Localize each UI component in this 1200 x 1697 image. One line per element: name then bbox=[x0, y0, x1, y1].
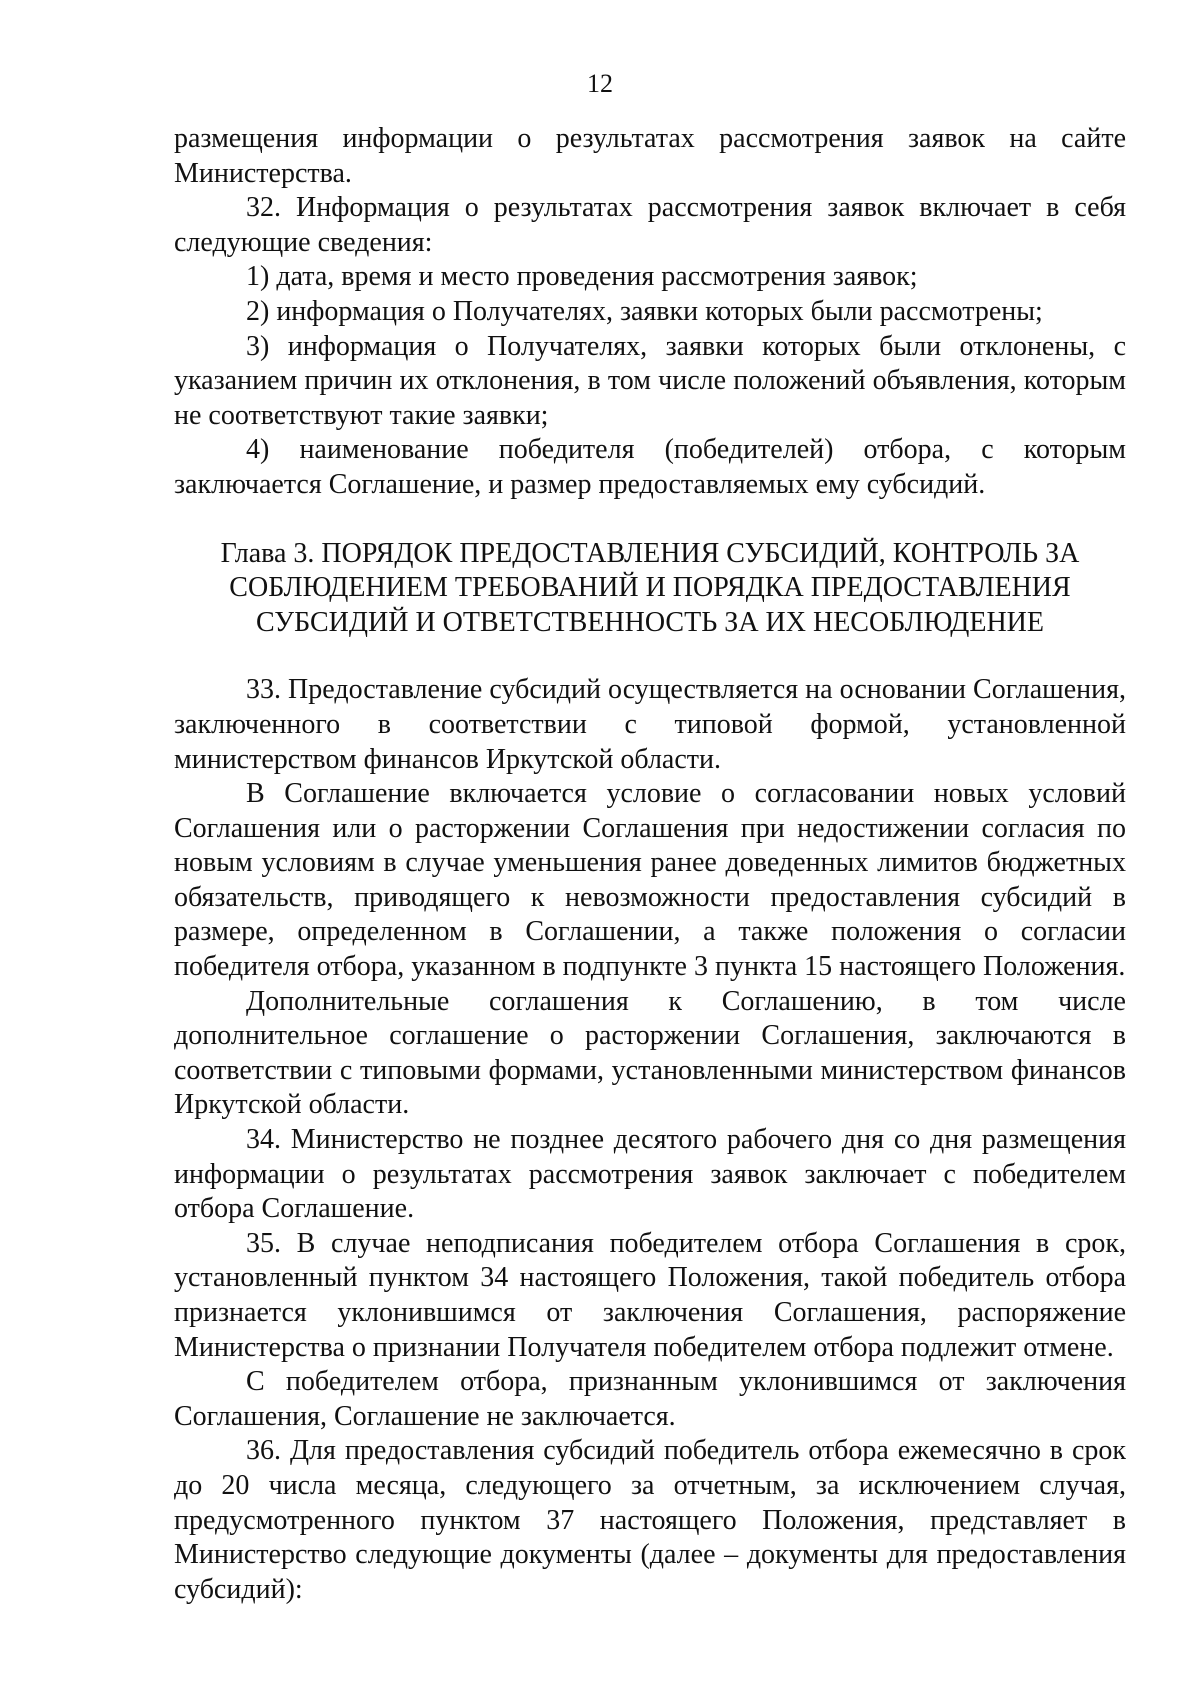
paragraph-additional-agreements: Дополнительные соглашения к Соглашению, в том числе дополнительное соглашение о расторжении Соглашения, заключаются в соответствии с типовыми формами, установленными министерством финансов Иркутской области. bbox=[174, 985, 1126, 1121]
paragraph-continuation: размещения информации о результатах рассмотрения заявок на сайте Министерства. bbox=[174, 123, 1126, 189]
page-number: 12 bbox=[587, 69, 613, 98]
paragraph-item-32: 32. Информация о результатах рассмотрения заявок включает в себя следующие сведения: bbox=[174, 192, 1126, 258]
paragraph-item-34: 34. Министерство не позднее десятого рабочего дня со дня размещения информации о результатах рассмотрения заявок заключает с победителем отбора Соглашение. bbox=[174, 1124, 1126, 1225]
chapter-heading-line: Глава 3. ПОРЯДОК ПРЕДОСТАВЛЕНИЯ СУБСИДИЙ, КОНТРОЛЬ ЗА bbox=[220, 537, 1080, 569]
paragraph-item-33: 33. Предоставление субсидий осуществляется на основании Соглашения, заключенного в соответствии с типовой формой, установленной министерством финансов Иркутской области. bbox=[174, 674, 1126, 775]
document-body bbox=[174, 122, 1126, 1607]
paragraph-item-36: 36. Для предоставления субсидий победитель отбора ежемесячно в срок до 20 числа месяца, следующего за отчетным, за исключением случая, предусмотренного пунктом 37 настоящего Положения, представляет в Министерство следующие документы (далее – документы для предоставления субсидий): bbox=[174, 1435, 1126, 1605]
list-item-4: 4) наименование победителя (победителей) отбора, с которым заключается Соглашение, и размер предоставляемых ему субсидий. bbox=[174, 434, 1126, 500]
paragraph-item-35: 35. В случае неподписания победителем отбора Соглашения в срок, установленный пунктом 34 настоящего Положения, такой победитель отбора признается уклонившимся от заключения Соглашения, распоряжение Министерства о признании Получателя победителем отбора подлежит отмене. bbox=[174, 1227, 1126, 1363]
list-item-1: 1) дата, время и место проведения рассмотрения заявок; bbox=[246, 261, 918, 293]
paragraph-agreement-conditions: В Соглашение включается условие о согласовании новых условий Соглашения или о расторжении Соглашения при недостижении согласия по новым условиям в случае уменьшения ранее доведенных лимитов бюджетных обязательств, приводящего к невозможности предоставления субсидий в размере, определенном в Соглашении, а также положения о согласии победителя отбора, указанном в подпункте 3 пункта 15 настоящего Положения. bbox=[174, 778, 1126, 983]
chapter-heading-line: СОБЛЮДЕНИЕМ ТРЕБОВАНИЙ И ПОРЯДКА ПРЕДОСТАВЛЕНИЯ bbox=[229, 572, 1071, 604]
list-item-3: 3) информация о Получателях, заявки которых были отклонены, с указанием причин их отклонения, в том числе положений объявления, которым не соответствуют такие заявки; bbox=[174, 330, 1126, 431]
chapter-heading bbox=[174, 537, 1126, 641]
paragraph-evasion: С победителем отбора, признанным уклонившимся от заключения Соглашения, Соглашение не заключается. bbox=[174, 1366, 1126, 1432]
chapter-heading-line: СУБСИДИЙ И ОТВЕТСТВЕННОСТЬ ЗА ИХ НЕСОБЛЮДЕНИЕ bbox=[255, 606, 1044, 638]
list-item-2: 2) информация о Получателях, заявки которых были рассмотрены; bbox=[246, 295, 1043, 327]
